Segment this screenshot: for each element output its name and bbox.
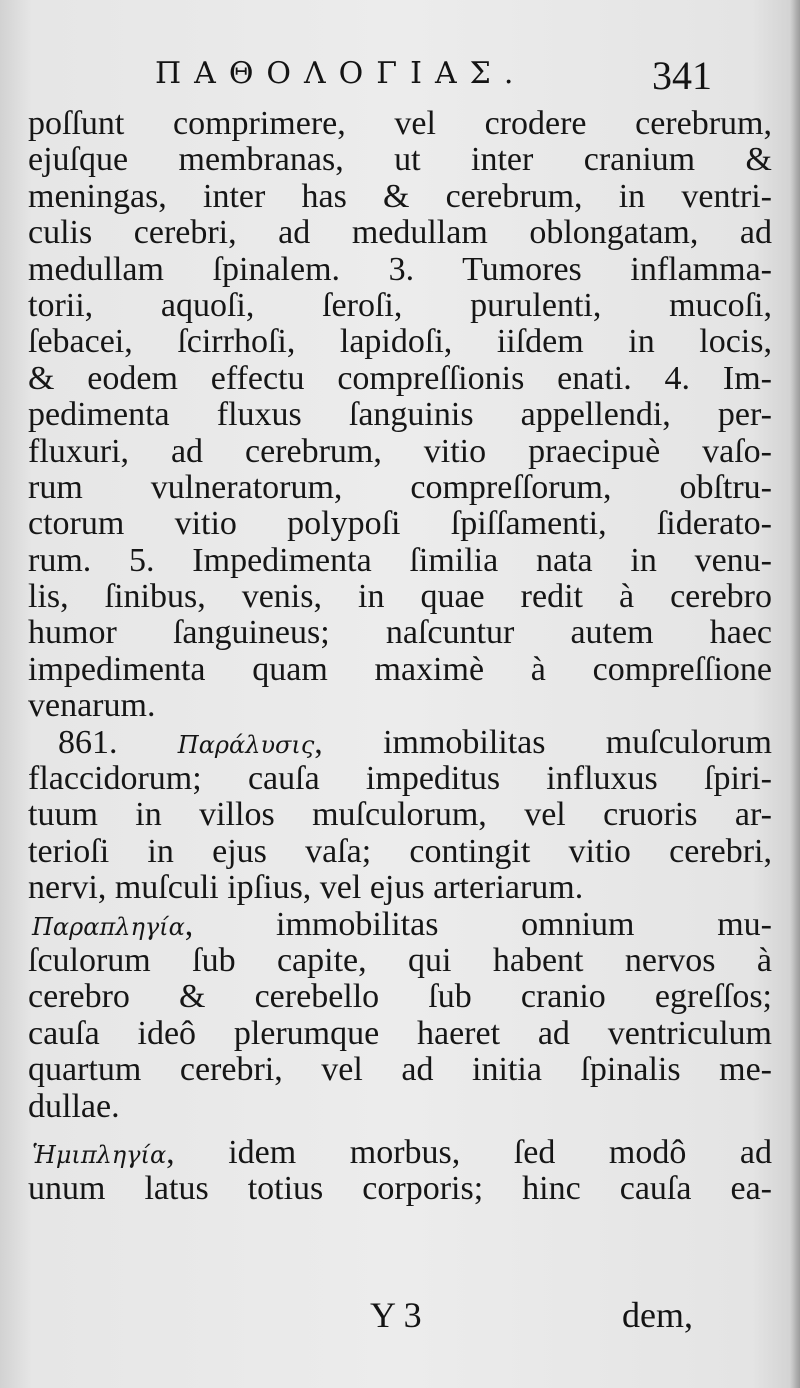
signature-mark: Y 3: [370, 1295, 422, 1335]
text-line: dullae.: [28, 1087, 120, 1125]
text-line: flaccidorum; cauſa impeditus influxus ſpiri-: [28, 760, 772, 798]
running-title: ΠΑΘΟΛΟΓΙΑΣ.: [155, 56, 527, 91]
text-line: poſſunt comprimere, vel crodere cerebrum,: [28, 105, 772, 142]
text-line: tuum in villos muſculorum, vel cruoris ar-: [28, 796, 772, 834]
page-number: 341: [652, 53, 712, 98]
catchword: dem,: [622, 1295, 693, 1335]
text-line: ejuſque membranas, ut inter cranium &: [28, 141, 772, 179]
text-line: rum. 5. Impedimenta ſimilia nata in venu-: [28, 541, 772, 579]
text-line: humor ſanguineus; naſcuntur autem haec: [28, 614, 772, 652]
text-line: unum latus totius corporis; hinc cauſa ea-: [28, 1170, 772, 1208]
text-line: nervi, muſculi ipſius, vel ejus arteriarum.: [28, 869, 584, 907]
text-line: ſculorum ſub capite, qui habent nervos à: [28, 941, 772, 979]
greek-term-paralysis: Παράλυσις: [177, 730, 315, 759]
text-line: rum vulneratorum, compreſſorum, obſtru-: [28, 468, 772, 506]
text-line: pedimenta fluxus ſanguinis appellendi, per-: [28, 396, 772, 434]
text-line: culis cerebri, ad medullam oblongatam, ad: [28, 214, 772, 252]
text-line: fluxuri, ad cerebrum, vitio praecipuè vaſo-: [28, 432, 772, 470]
text-line: impedimenta quam maximè à compreſſione: [28, 650, 772, 688]
text-line: & eodem effectu compreſſionis enati. 4. Im-: [28, 359, 772, 397]
text-line: torii, aquoſi, ſeroſi, purulenti, mucoſi,: [28, 286, 772, 324]
hemiplegia-first-line: [28, 1135, 772, 1171]
text-line: ctorum vitio polypoſi ſpiſſamenti, ſiderato-: [28, 505, 772, 543]
text-line: cauſa ideô plerumque haeret ad ventriculum: [28, 1014, 772, 1052]
page-edge-shadow: [790, 0, 800, 1388]
text-line: quartum cerebri, vel ad initia ſpinalis me-: [28, 1051, 772, 1089]
text-line: venarum.: [28, 687, 156, 725]
text-line: meningas, inter has & cerebrum, in ventri-: [28, 177, 772, 215]
paraplegia-rest: , immobilitas omnium mu-: [184, 905, 772, 943]
paraplegia-first-line: [28, 907, 772, 943]
text-line: ſebacei, ſcirrhoſi, lapidoſi, iiſdem in locis,: [28, 323, 772, 361]
text-line: terioſi in ejus vaſa; contingit vitio cerebri,: [28, 832, 772, 870]
page-footer: [0, 1294, 800, 1344]
greek-term-paraplegia: Παραπληγία: [32, 912, 185, 941]
text-line: lis, ſinibus, venis, in quae redit à cerebro: [28, 578, 772, 616]
page-header: [0, 53, 800, 108]
paragraph-861-rest: , immobilitas muſculorum: [314, 723, 772, 761]
greek-term-hemiplegia: Ἡμιπληγία: [32, 1140, 167, 1169]
text-line: medullam ſpinalem. 3. Tumores inflamma-: [28, 250, 772, 288]
text-line: cerebro & cerebello ſub cranio egreſſos;: [28, 978, 772, 1016]
hemiplegia-rest: , idem morbus, ſed modô ad: [166, 1133, 772, 1171]
section-number: 861.: [58, 723, 118, 761]
paragraph-861-first-line: [28, 725, 772, 761]
body-text: [28, 106, 772, 1208]
